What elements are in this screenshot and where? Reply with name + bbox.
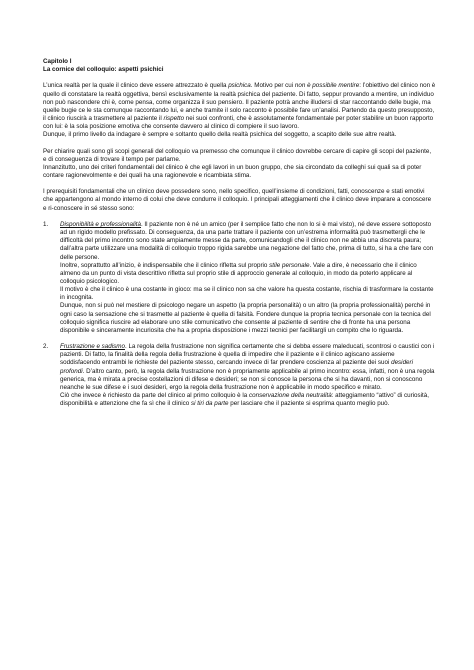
emphasis-text: conservazione della neutralità bbox=[249, 392, 332, 400]
list-item bbox=[43, 221, 436, 335]
list-item-number: 1. bbox=[43, 220, 49, 228]
chapter-label: Capitolo I bbox=[43, 58, 72, 65]
list-item-term: Frustrazione e sadismo bbox=[60, 343, 125, 351]
emphasis-text: si tiri da parte bbox=[190, 400, 229, 408]
emphasis-text: stile personale bbox=[269, 261, 310, 269]
chapter-title: La cornice del colloquio: aspetti psichici bbox=[43, 66, 164, 74]
emphasis-text: non è possibile mentire bbox=[294, 82, 360, 90]
emphasis-text: psichica bbox=[228, 82, 251, 90]
emphasis-text: desideri profondi bbox=[60, 359, 413, 375]
attitudes-list bbox=[43, 221, 436, 409]
paragraph-goals: Per chiarire quali sono gli scopi generali del colloquio va premesso che comunque il clinico dovrebbe cercare di capire gli scopi del paziente, e di conseguenza di trovare il tempo per parlarne. Innanzitutto, uno dei criteri fondamentali del clinico è che egli lavori in un buon gruppo, che sia circondato da colleghi sui quali sa di poter contare ragionevolmente e dei quali ha una ragionevole e ricambiata stima. bbox=[43, 147, 432, 180]
list-item-body: . La regola della frustrazione non significa certamente che si debba essere maleducati, scontrosi o caustici con i pazienti. Di fatto, la finalità della regola della frustrazione è quella di impedire che il paziente e il clinico agiscano assieme soddisfacendo entrambi le richieste del paziente stesso, cercando invece di far prendere coscienza al paziente dei suoi desideri profondi. D’altro canto, però, la regola della frustrazione non è propriamente applicabile al primo incontro: essa, infatti, non è una regola generica, ma è mirata a precise costellazioni di difese e desideri; se non si conosce la persona che si ha davanti, non si conoscono neanche le sue difese e i suoi desideri, ergo la regola della frustrazione non è applicabile in modo specifico e mirato. Ciò che invece è richiesto da parte del clinico al primo colloquio è la conservazione della neutralità: atteggiamento “attivo” di curiosità, disponibilità e attenzione che fa sì che il clinico si tiri da parte per lasciare che il paziente si esprima quanto meglio può. bbox=[60, 343, 435, 408]
chapter-header bbox=[43, 58, 436, 74]
list-item bbox=[43, 343, 436, 408]
paragraph-intro: L’unica realtà per la quale il clinico deve essere attrezzato è quella psichica. Motivo per cui non è possibile mentire: l’obiettivo del clinico non è quello di constatare la realtà oggettiva, bensì esclusivamente la realtà psichica del paziente. Di fatto, seppur provando a mentire, un individuo non può nascondere chi è, come pensa, come organizza il suo pensiero. Il paziente potrà anche illudersi di star raccontando delle bugie, ma quelle bugie ce le sta comunque raccontando lui, e anche tramite il solo racconto è possibile fare un’analisi. Partendo da questo presupposto, il clinico riuscirà a trasmettere al paziente il rispetto nei suoi confronti, che è assolutamente fondamentale per poter stabilire un buon rapporto con lui: è la sola posizione emotiva che consente davvero al clinico di compiere il suo lavoro. Dunque, il primo livello da indagare è sempre e soltanto quello della realtà psichica del soggetto, a scapito delle sue altre realtà. bbox=[43, 82, 436, 139]
list-item-body: . Il paziente non è né un amico (per il semplice fatto che non lo si è mai visto), né deve essere sottoposto ad un rigido modello prefissato. Di conseguenza, da una parte trattare il paziente con un’estrema informalità può trasmettergli che le difficoltà del primo incontro sono state ampiamente messe da parte, comunicandogli che il clinico non ne abbia una discreta paura; dall’altra parte utilizzare una modalità di colloquio troppo rigida sarebbe una negazione del fatto che, prima di tutto, si ha a che fare con delle persone. Inoltre, soprattutto all’inizio, è indispensabile che il clinico rifletta sul proprio stile personale. Vale a dire, è necessario che il clinico almeno da un punto di vista descrittivo rifletta sul proprio stile di approccio generale al colloquio, in modo da poterlo applicare al colloquio psicologico. Il motivo è che il clinico è una costante in gioco: ma se il clinico non sa che valore ha questa costante, rischia di trasformare la costante in incognita. Dunque, non si può nel mestiere di psicologo negare un aspetto (la propria personalità) o un altro (la propria professionalità) perché in ogni caso la sensazione che si trasmette al paziente è quella di falsità. Fondere dunque la propria tecnica personale con la tecnica del colloquio significa riuscire ad elaborare uno stile comunicativo che consente al paziente di sentire che di fronte ha una persona disponibile e sinceramente incuriosita che ha a propria disposizione i mezzi tecnici per facilitargli un compito che lo riguarda. bbox=[60, 220, 434, 334]
emphasis-text: rispetto bbox=[163, 115, 185, 123]
list-item-term: Disponibilità e professionalità bbox=[60, 220, 141, 228]
paragraph-prerequisites: I prerequisiti fondamentali che un clinico deve possedere sono, nello specifico, quell’insieme di condizioni, fatti, conoscenze e stati emotivi che appartengono al mondo interno di colui che deve condurre il colloquio. I principali atteggiamenti che il clinico deve imparare a conoscere e ri-conoscere in sé stesso sono: bbox=[43, 188, 432, 212]
list-item-number: 2. bbox=[43, 343, 49, 351]
